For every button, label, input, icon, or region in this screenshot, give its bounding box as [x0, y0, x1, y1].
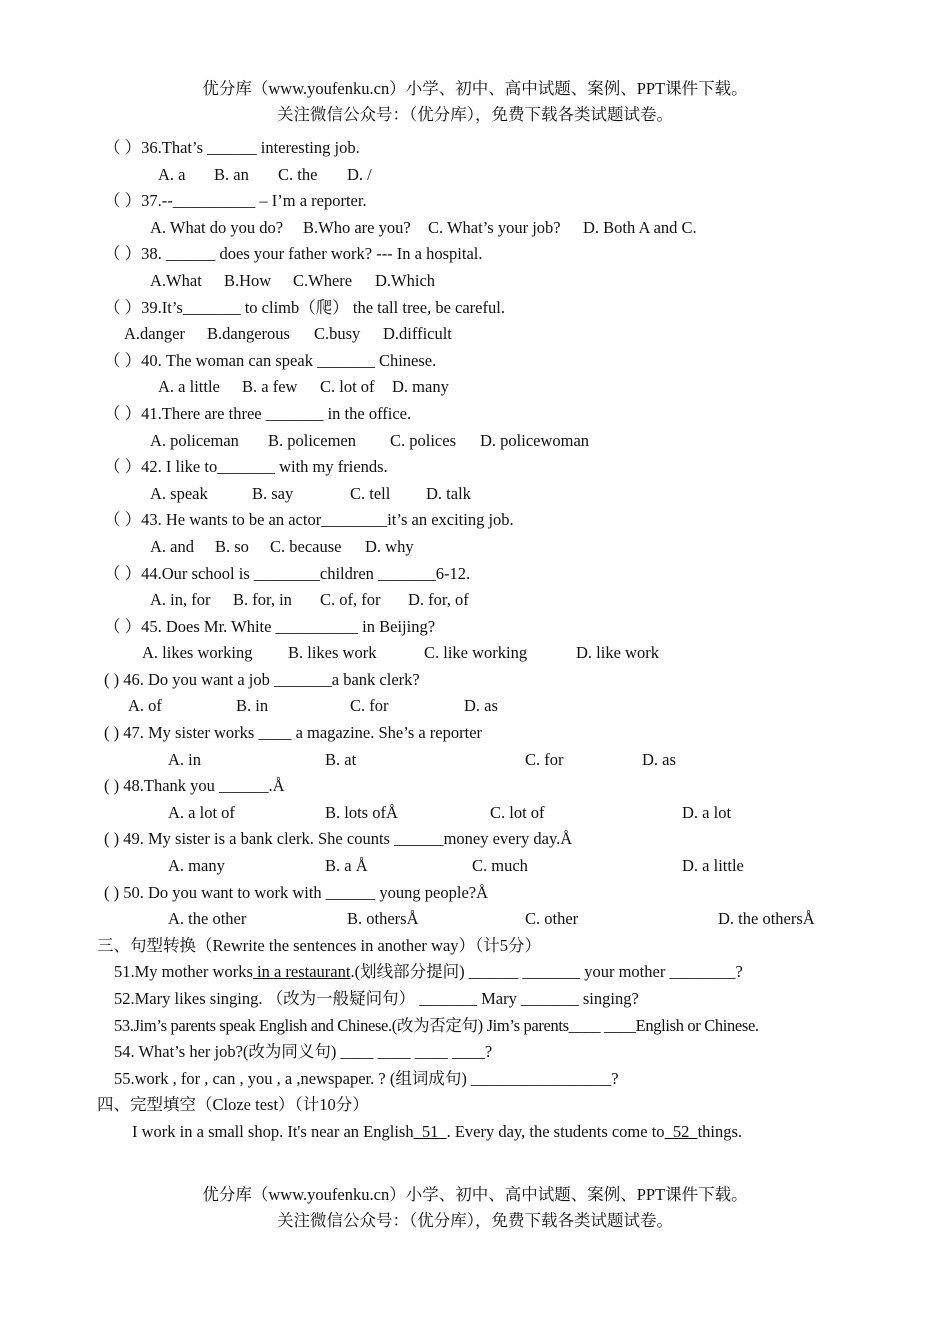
option-d: D.difficult	[383, 324, 452, 344]
option-a: A. What do you do?	[150, 217, 284, 237]
option-a: A.What	[150, 270, 202, 290]
option-b: B.Who are you?	[303, 217, 411, 237]
option-d: D. a little	[682, 856, 744, 876]
question-options	[0, 268, 950, 295]
question-stem: （ ）39.It’s_______ to climb（爬） the tall tree, be careful.	[104, 297, 505, 317]
option-b: B.How	[224, 270, 272, 290]
option-b: B. at	[325, 749, 357, 769]
option-a: A. the other	[168, 909, 247, 929]
option-c: C. tell	[350, 483, 391, 503]
cloze-passage	[0, 1119, 950, 1146]
option-c: C. like working	[424, 643, 528, 663]
cloze-text: I work in a small shop. It's near an English	[132, 1121, 414, 1141]
rewrite-item	[0, 959, 950, 986]
rewrite-item-text: 51.My mother works	[114, 962, 253, 982]
question-options	[0, 640, 950, 667]
rewrite-item: 54. What’s her job?(改为同义句) ____ ____ ____ ____?	[114, 1042, 493, 1062]
option-d: D. Both A and C.	[583, 217, 697, 237]
question-options	[0, 534, 950, 561]
option-b: B. likes work	[288, 643, 377, 663]
option-d: D. a lot	[682, 802, 732, 822]
option-a: A. many	[168, 856, 225, 876]
option-d: D. /	[347, 164, 372, 184]
header-line-1: 优分库（www.youfenku.cn）小学、初中、高中试题、案例、PPT课件下载。	[202, 79, 748, 98]
option-b: B. policemen	[268, 430, 356, 450]
option-b: B. a Å	[325, 856, 368, 876]
option-b: B. for, in	[233, 590, 292, 610]
question-stem: ( ) 49. My sister is a bank clerk. She counts ______money every day.Å	[104, 829, 573, 849]
option-d: D.Which	[375, 270, 436, 290]
rewrite-item: 55.work , for , can , you , a ,newspaper. ? (组词成句) _________________?	[114, 1068, 619, 1088]
question-stem: ( ) 46. Do you want a job _______a bank clerk?	[104, 669, 420, 689]
question-options	[0, 853, 950, 880]
option-c: C. for	[525, 749, 564, 769]
question-options	[0, 800, 950, 827]
question-options	[0, 215, 950, 242]
option-c: C. much	[472, 856, 528, 876]
question-stem: （ ）43. He wants to be an actor________it’s an exciting job.	[104, 510, 514, 530]
option-b: B. so	[215, 536, 249, 556]
cloze-text: things.	[697, 1121, 743, 1141]
question-options	[0, 693, 950, 720]
underlined-phrase: in a restaurant	[252, 962, 351, 982]
option-a: A. and	[150, 536, 194, 556]
option-a: A. a	[158, 164, 186, 184]
option-a: A. speak	[150, 483, 208, 503]
page-footer	[0, 1182, 950, 1234]
question-stem: （ ）36.That’s ______ interesting job.	[104, 138, 360, 157]
section-title-cloze: 四、完型填空（Cloze test）（计10分）	[97, 1095, 369, 1115]
cloze-text: . Every day, the students come to	[446, 1121, 665, 1141]
option-c: C.busy	[314, 324, 361, 344]
option-d: D. many	[392, 377, 449, 397]
option-a: A. in, for	[150, 590, 211, 610]
question-stem: （ ）44.Our school is ________children _______6-12.	[104, 563, 471, 583]
question-stem: （ ）41.There are three _______ in the office.	[104, 403, 412, 423]
rewrite-item-text: .(划线部分提问) ______ _______ your mother ________?	[350, 962, 743, 982]
header-line-2: 关注微信公众号：（优分库），免费下载各类试题试卷。	[277, 105, 673, 124]
question-options	[0, 587, 950, 614]
option-a: A. likes working	[142, 643, 253, 663]
question-stem: ( ) 50. Do you want to work with ______ young people?Å	[104, 882, 489, 902]
option-d: D. for, of	[408, 590, 469, 610]
footer-line-2: 关注微信公众号：（优分库），免费下载各类试题试卷。	[277, 1211, 673, 1230]
question-options	[0, 747, 950, 774]
option-d: D. the othersÅ	[718, 909, 815, 929]
option-a: A. a little	[158, 377, 220, 397]
option-a: A. policeman	[150, 430, 239, 450]
option-c: C. of, for	[320, 590, 381, 610]
option-d: D. talk	[426, 483, 471, 503]
option-b: B. a few	[242, 377, 298, 397]
option-d: D. why	[365, 536, 414, 556]
option-c: C. other	[525, 909, 579, 929]
option-d: D. as	[464, 696, 498, 716]
option-c: C. lot of	[490, 802, 545, 822]
question-options	[0, 906, 950, 933]
option-c: C.Where	[293, 270, 353, 290]
option-b: B. lots ofÅ	[325, 802, 398, 822]
option-b: B. in	[236, 696, 269, 716]
option-b: B.dangerous	[207, 324, 290, 344]
option-c: C. What’s your job?	[428, 217, 561, 237]
option-c: C. for	[350, 696, 389, 716]
option-c: C. lot of	[320, 377, 375, 397]
section-title-rewrite: 三、句型转换（Rewrite the sentences in another way）（计5分）	[97, 935, 542, 955]
option-a: A. a lot of	[168, 802, 235, 822]
option-d: D. like work	[576, 643, 659, 663]
question-options	[0, 374, 950, 401]
option-d: D. as	[642, 749, 676, 769]
rewrite-item: 52.Mary likes singing. （改为一般疑问句） _______ Mary _______ singing?	[114, 989, 639, 1008]
option-b: B. othersÅ	[347, 909, 419, 929]
exam-content	[0, 135, 950, 1146]
question-stem: （ ）42. I like to_______ with my friends.	[104, 457, 388, 477]
cloze-blank-51: 51	[413, 1121, 447, 1141]
option-b: B. say	[252, 483, 294, 503]
footer-line-1: 优分库（www.youfenku.cn）小学、初中、高中试题、案例、PPT课件下载。	[202, 1185, 748, 1204]
option-c: C. polices	[390, 430, 456, 450]
question-stem: （ ）37.--__________ – I’m a reporter.	[104, 191, 367, 211]
question-stem: （ ）40. The woman can speak _______ Chinese.	[104, 350, 437, 370]
question-options	[0, 481, 950, 508]
option-c: C. the	[278, 164, 318, 184]
question-stem: ( ) 47. My sister works ____ a magazine. She’s a reporter	[104, 723, 483, 743]
question-stem: （ ）38. ______ does your father work? --- In a hospital.	[104, 244, 483, 264]
option-c: C. because	[270, 536, 342, 556]
option-d: D. policewoman	[480, 430, 590, 450]
option-a: A. in	[168, 749, 201, 769]
question-options	[0, 428, 950, 455]
cloze-blank-52: 52	[664, 1121, 698, 1141]
page-header	[0, 76, 950, 128]
question-stem: （ ）45. Does Mr. White __________ in Beijing?	[104, 616, 436, 636]
rewrite-item: 53.Jim’s parents speak English and Chinese.(改为否定句) Jim’s parents____ ____English or Chinese.	[114, 1015, 759, 1035]
option-a: A. of	[128, 696, 162, 716]
question-stem: ( ) 48.Thank you ______.Å	[104, 776, 285, 796]
option-b: B. an	[214, 164, 249, 184]
question-options	[0, 162, 950, 189]
question-options	[0, 321, 950, 348]
option-a: A.danger	[124, 324, 185, 344]
